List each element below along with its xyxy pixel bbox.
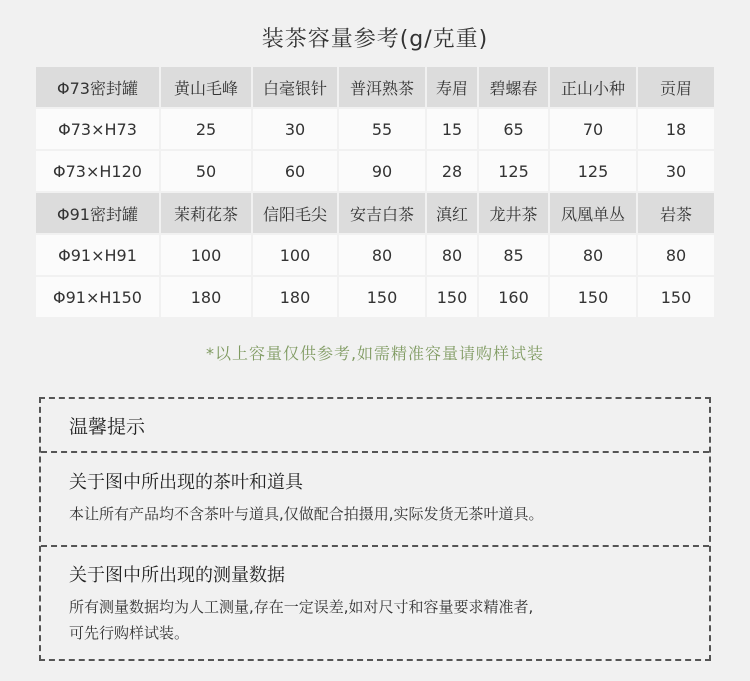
value-cell: 18 [637,108,714,150]
tips-box [39,397,711,661]
value-cell: 85 [478,234,549,276]
value-cell: 180 [160,276,252,318]
value-cell: 65 [478,108,549,150]
value-cell: 150 [426,276,478,318]
value-cell: 25 [160,108,252,150]
header-cell: 滇红 [426,192,478,234]
header-cell: 贡眉 [637,67,714,108]
tips-section-text: 可先行购样试装。 [69,624,190,642]
header-cell: 安吉白茶 [338,192,426,234]
value-cell: 80 [637,234,714,276]
value-cell: 180 [252,276,338,318]
value-cell: 60 [252,150,338,192]
value-cell: 55 [338,108,426,150]
value-cell: 160 [478,276,549,318]
value-cell: 80 [426,234,478,276]
value-cell: 30 [637,150,714,192]
value-cell: 70 [549,108,637,150]
table-row [36,150,714,192]
value-cell: 30 [252,108,338,150]
value-cell: 150 [338,276,426,318]
row-label-cell: Φ91×H150 [36,276,160,318]
value-cell: 50 [160,150,252,192]
header-cell: 龙井茶 [478,192,549,234]
value-cell: 90 [338,150,426,192]
header-cell: 普洱熟茶 [338,67,426,108]
tips-section-title: 关于图中所出现的测量数据 [69,565,285,586]
header-cell: 凤凰单丛 [549,192,637,234]
row-label-cell: Φ91×H91 [36,234,160,276]
tips-section [41,547,709,646]
value-cell: 80 [549,234,637,276]
capacity-note: *以上容量仅供参考,如需精准容量请购样试装 [205,344,545,363]
table-header-row [36,67,714,108]
table-row [36,276,714,318]
header-cell: 黄山毛峰 [160,67,252,108]
capacity-table [36,67,714,319]
header-cell: 茉莉花茶 [160,192,252,234]
value-cell: 150 [637,276,714,318]
tips-section [41,453,709,547]
header-cell: 白毫银针 [252,67,338,108]
header-cell: 信阳毛尖 [252,192,338,234]
value-cell: 15 [426,108,478,150]
value-cell: 80 [338,234,426,276]
header-cell: Φ73密封罐 [36,67,160,108]
table-header-row [36,192,714,234]
row-label-cell: Φ73×H73 [36,108,160,150]
header-cell: 碧螺春 [478,67,549,108]
tips-section-title: 关于图中所出现的茶叶和道具 [69,472,303,493]
value-cell: 150 [549,276,637,318]
row-label-cell: Φ73×H120 [36,150,160,192]
header-cell: 寿眉 [426,67,478,108]
tips-section-text: 本让所有产品均不含茶叶与道具,仅做配合拍摄用,实际发货无茶叶道具。 [69,505,544,523]
header-cell: 正山小种 [549,67,637,108]
tips-heading: 温馨提示 [41,399,709,453]
tips-section-text: 所有测量数据均为人工测量,存在一定误差,如对尺寸和容量要求精准者, [69,598,534,616]
table-row [36,108,714,150]
value-cell: 100 [252,234,338,276]
page-title: 装茶容量参考(g/克重) [261,27,489,52]
value-cell: 125 [549,150,637,192]
header-cell: 岩茶 [637,192,714,234]
header-cell: Φ91密封罐 [36,192,160,234]
value-cell: 28 [426,150,478,192]
value-cell: 100 [160,234,252,276]
table-row [36,234,714,276]
value-cell: 125 [478,150,549,192]
